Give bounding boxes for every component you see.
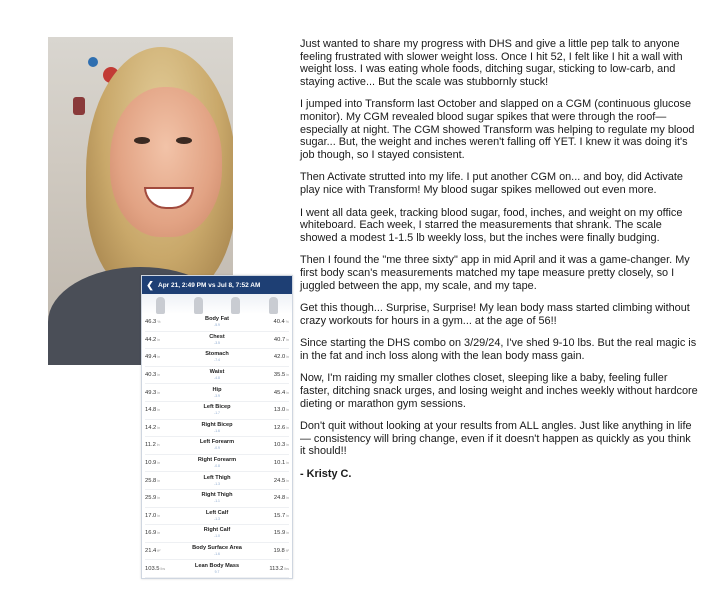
- after-value: 12.6in: [273, 424, 289, 431]
- change-value: -4.8: [214, 376, 220, 381]
- change-value: -1.0: [214, 534, 220, 539]
- paragraph: Then Activate strutted into my life. I put another CGM on... and boy, did Activate play nice with Transform! My blood sugar spikes mellowed out even more.: [300, 171, 683, 196]
- measurement-row: [145, 402, 289, 420]
- measurement-label: Right Bicep -1.6: [177, 422, 257, 434]
- measurement-row: [145, 525, 289, 543]
- back-arrow-icon[interactable]: ❮: [146, 279, 154, 290]
- measurement-label: Left Bicep -1.7: [177, 404, 257, 416]
- comparison-header: [142, 276, 292, 294]
- after-value: 24.8in: [273, 495, 289, 502]
- date-range: Apr 21, 2:49 PM vs Jul 8, 7:52 AM: [158, 281, 261, 289]
- change-value: -0.9: [214, 446, 220, 451]
- wall-decor-icon: [88, 57, 98, 67]
- after-value: 13.0in: [273, 407, 289, 414]
- after-value: 45.4in: [273, 389, 289, 396]
- measurement-screenshot: [141, 275, 293, 579]
- before-value: 40.3in: [145, 372, 161, 379]
- change-value: 9.7: [214, 569, 220, 574]
- measurement-row: [145, 384, 289, 402]
- after-value: 19.8ft²: [273, 548, 289, 555]
- after-value: 35.5in: [273, 372, 289, 379]
- measurement-row: [145, 455, 289, 473]
- change-value: -7.4: [214, 358, 220, 363]
- paragraph: Get this though... Surprise, Surprise! My lean body mass started climbing without crazy workouts for hours in a gym... at the age of 56!!: [300, 302, 690, 327]
- measurement-label: Hip -3.9: [177, 387, 257, 399]
- before-value: 10.9in: [145, 460, 161, 467]
- after-value: 15.9in: [273, 530, 289, 537]
- measurement-label: Chest -3.5: [177, 334, 257, 346]
- paragraph: Now, I'm raiding my smaller clothes closet, sleeping like a baby, feeling fuller faster, ditching snack urges, and losing weight and inches weekly without hardcore dieting or marathon gym sessions.: [300, 372, 698, 410]
- change-value: -5.9: [214, 323, 220, 328]
- paragraph: I went all data geek, tracking blood sugar, food, inches, and weight on my office whiteboard. Each week, I starred the measurements that shrank. The scale showed a modest 1-1.5 lb weekly loss, but the inches were finally budging.: [300, 206, 683, 244]
- measurement-label: Lean Body Mass 9.7: [177, 563, 257, 575]
- change-value: -3.5: [214, 340, 220, 345]
- measurement-row: [145, 314, 289, 332]
- measurement-label: Left Forearm -0.9: [177, 439, 257, 451]
- before-value: 44.2in: [145, 336, 161, 343]
- lamp-icon: [73, 97, 85, 115]
- measurement-row: [145, 367, 289, 385]
- after-value: 10.1in: [273, 460, 289, 467]
- before-value: 21.4ft²: [145, 548, 161, 555]
- before-value: 46.3%: [145, 319, 161, 326]
- before-value: 16.9in: [145, 530, 161, 537]
- before-value: 25.8in: [145, 477, 161, 484]
- measurement-label: Right Thigh -1.1: [177, 492, 257, 504]
- testimonial: [300, 38, 698, 491]
- measurement-label: Body Surface Area -1.6: [177, 545, 257, 557]
- eye-icon: [176, 137, 192, 144]
- measurement-label: Waist -4.8: [177, 369, 257, 381]
- measurement-label: Body Fat -5.9: [177, 316, 257, 328]
- after-value: 10.3in: [273, 442, 289, 449]
- paragraph: Just wanted to share my progress with DHS and give a little pep talk to anyone feeling frustrated with slower weight loss. Once I hit 52, I felt like I hit a wall with weight loss. I was eating whole foods, ditching sugar, sticking to low-carb, and staying active... But the scale was stubbornly stuck!: [300, 38, 683, 88]
- change-value: -1.7: [214, 411, 220, 416]
- change-value: -1.3: [214, 481, 220, 486]
- change-value: -0.8: [214, 464, 220, 469]
- before-value: 25.9in: [145, 495, 161, 502]
- body-figure-icon: [231, 297, 240, 314]
- before-value: 14.8in: [145, 407, 161, 414]
- before-value: 49.4in: [145, 354, 161, 361]
- measurement-row: [145, 490, 289, 508]
- measurement-label: Right Forearm -0.8: [177, 457, 257, 469]
- after-value: 40.7in: [273, 336, 289, 343]
- before-value: 17.0in: [145, 512, 161, 519]
- measurement-row: [145, 420, 289, 438]
- measurement-row: [145, 437, 289, 455]
- measurement-label: Stomach -7.4: [177, 351, 257, 363]
- change-value: -1.3: [214, 516, 220, 521]
- measurement-list: [142, 314, 292, 578]
- body-figures: [142, 294, 292, 314]
- measurement-label: Left Thigh -1.3: [177, 475, 257, 487]
- paragraph: Don't quit without looking at your results from ALL angles. Just like anything in life — consistency will bring change, even if it doesn't happen as quickly as you think it should!!: [300, 420, 692, 458]
- signature: - Kristy C.: [300, 468, 352, 481]
- measurement-row: [145, 472, 289, 490]
- after-value: 24.5in: [273, 477, 289, 484]
- after-value: 15.7in: [273, 512, 289, 519]
- paragraph: Then I found the "me three sixty" app in mid April and it was a game-changer. My first body scan's measurements matched my tape measure pretty closely, so I juggled between the app, my scale, and my tape.: [300, 254, 690, 292]
- paragraph: Since starting the DHS combo on 3/29/24, I've shed 9-10 lbs. But the real magic is in the fat and inch loss along with the lean body mass gain.: [300, 337, 697, 362]
- change-value: -1.6: [214, 552, 220, 557]
- measurement-row: [145, 508, 289, 526]
- measurement-row: [145, 560, 289, 578]
- body-figure-icon: [194, 297, 203, 314]
- before-value: 11.2in: [145, 442, 160, 449]
- measurement-row: [145, 349, 289, 367]
- eye-icon: [134, 137, 150, 144]
- measurement-label: Right Calf -1.0: [177, 527, 257, 539]
- body-figure-icon: [269, 297, 278, 314]
- before-value: 14.2in: [145, 424, 161, 431]
- change-value: -1.1: [214, 499, 220, 504]
- before-value: 103.5lbs: [145, 565, 166, 572]
- after-value: 113.2lbs: [269, 565, 289, 572]
- body-figure-icon: [156, 297, 165, 314]
- paragraph: I jumped into Transform last October and slapped on a CGM (continuous glucose monitor). My CGM revealed blood sugar spikes that were through the roof—especially at night. The CGM showed Transform was helping to regulate my blood sugar... But, the weight and inches weren't falling off YET. I knew it was doing it's job though, so I stayed consistent.: [300, 98, 695, 161]
- measurement-row: [145, 543, 289, 561]
- measurement-label: Left Calf -1.3: [177, 510, 257, 522]
- before-value: 49.3in: [145, 389, 161, 396]
- face: [110, 87, 222, 237]
- after-value: 42.0in: [273, 354, 289, 361]
- change-value: -3.9: [214, 393, 220, 398]
- after-value: 40.4%: [273, 319, 289, 326]
- measurement-row: [145, 332, 289, 350]
- change-value: -1.6: [214, 428, 220, 433]
